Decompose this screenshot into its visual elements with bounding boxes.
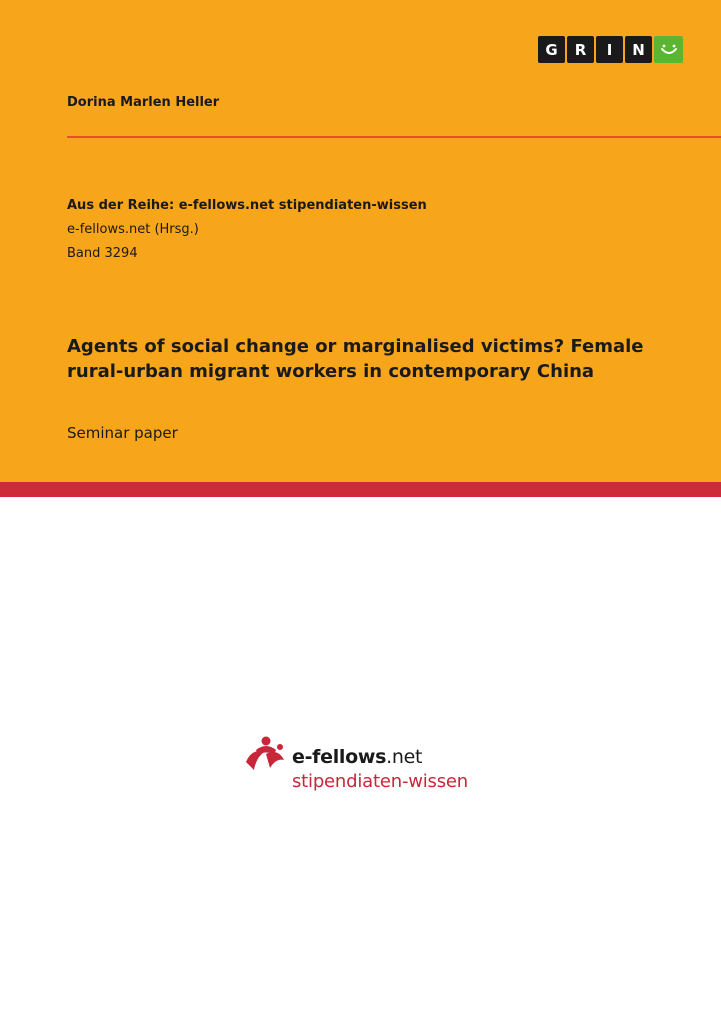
- grin-letter-i: I: [596, 36, 623, 63]
- divider-rule: [67, 136, 721, 138]
- efellows-logo: [244, 734, 484, 796]
- document-type: Seminar paper: [67, 424, 178, 442]
- series-editor: e-fellows.net (Hrsg.): [67, 222, 199, 237]
- grin-letter-g: G: [538, 36, 565, 63]
- author-name: Dorina Marlen Heller: [67, 95, 220, 110]
- efellows-name-suffix: .net: [386, 746, 423, 768]
- efellows-tagline: stipendiaten-wissen: [292, 771, 468, 792]
- efellows-name: [292, 746, 422, 768]
- title-line-1: Agents of social change or marginalised victims? Female: [67, 336, 644, 357]
- people-figures-icon: [244, 736, 288, 774]
- series-name: Aus der Reihe: e-fellows.net stipendiaten-wissen: [67, 198, 427, 213]
- cover-panel: [0, 0, 721, 482]
- document-title: [67, 334, 667, 384]
- grin-logo: [538, 36, 683, 63]
- series-volume: Band 3294: [67, 246, 138, 261]
- efellows-name-bold: e-fellows: [292, 746, 387, 768]
- grin-letter-n: N: [625, 36, 652, 63]
- title-line-2: rural-urban migrant workers in contemporary China: [67, 361, 595, 382]
- red-band: [0, 482, 721, 497]
- smile-icon: [654, 36, 683, 63]
- grin-letter-r: R: [567, 36, 594, 63]
- series-info: [67, 197, 427, 269]
